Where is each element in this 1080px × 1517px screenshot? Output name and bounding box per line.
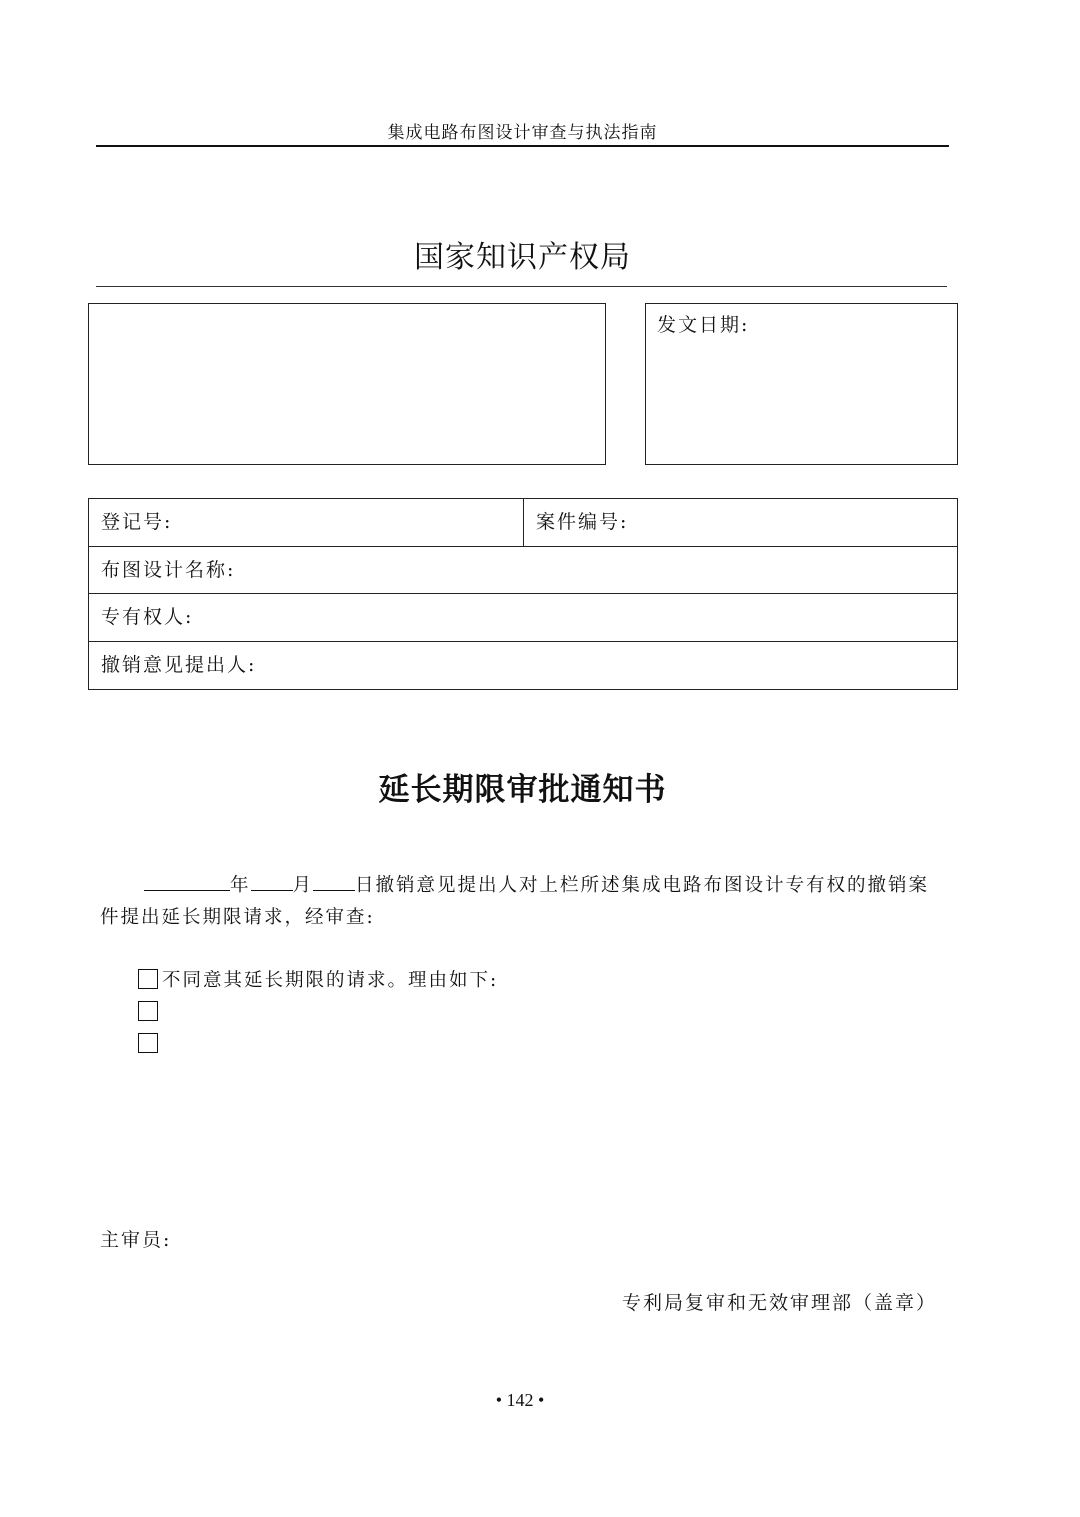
examiner-label: 主审员: [100,1229,172,1251]
table-row [89,642,957,690]
month-label: 月 [292,875,314,896]
design-name-field: 布图设计名称: [101,558,236,581]
option-1-label: 不同意其延长期限的请求。理由如下: [162,970,499,991]
address-box [88,303,606,465]
revocation-requester-field: 撤销意见提出人: [101,653,257,676]
option-2-checkbox[interactable] [138,1001,158,1021]
table-row [89,594,957,642]
case-number-field: 案件编号: [523,499,957,546]
notice-title: 延长期限审批通知书 [378,772,667,808]
day-text: 日撤销意见提出人对上栏所述集成电路布图设计专有权的撤销案 [355,875,930,896]
department-seal-line: 专利局复审和无效审理部（盖章） [622,1292,938,1314]
notice-body [100,870,950,934]
option-1-checkbox[interactable] [138,969,158,989]
year-blank [144,870,230,891]
body-line-2: 件提出延长期限请求，经审查: [100,907,375,928]
option-3-checkbox[interactable] [138,1033,158,1053]
table-row [89,499,957,547]
office-rule [96,286,947,287]
day-blank [313,870,355,891]
registration-number-field: 登记号: [101,511,173,533]
issue-date-box [645,303,958,465]
body-line-1 [100,870,950,902]
info-table [88,498,958,690]
month-blank [251,870,293,891]
right-holder-field: 专有权人: [101,606,194,628]
header-rule [96,145,949,147]
issue-date-label: 发文日期: [657,314,750,336]
year-label: 年 [230,875,251,896]
page-number: • 142 • [495,1390,545,1410]
office-title: 国家知识产权局 [414,240,631,275]
running-header: 集成电路布图设计审查与执法指南 [387,123,658,143]
table-row [89,547,957,595]
